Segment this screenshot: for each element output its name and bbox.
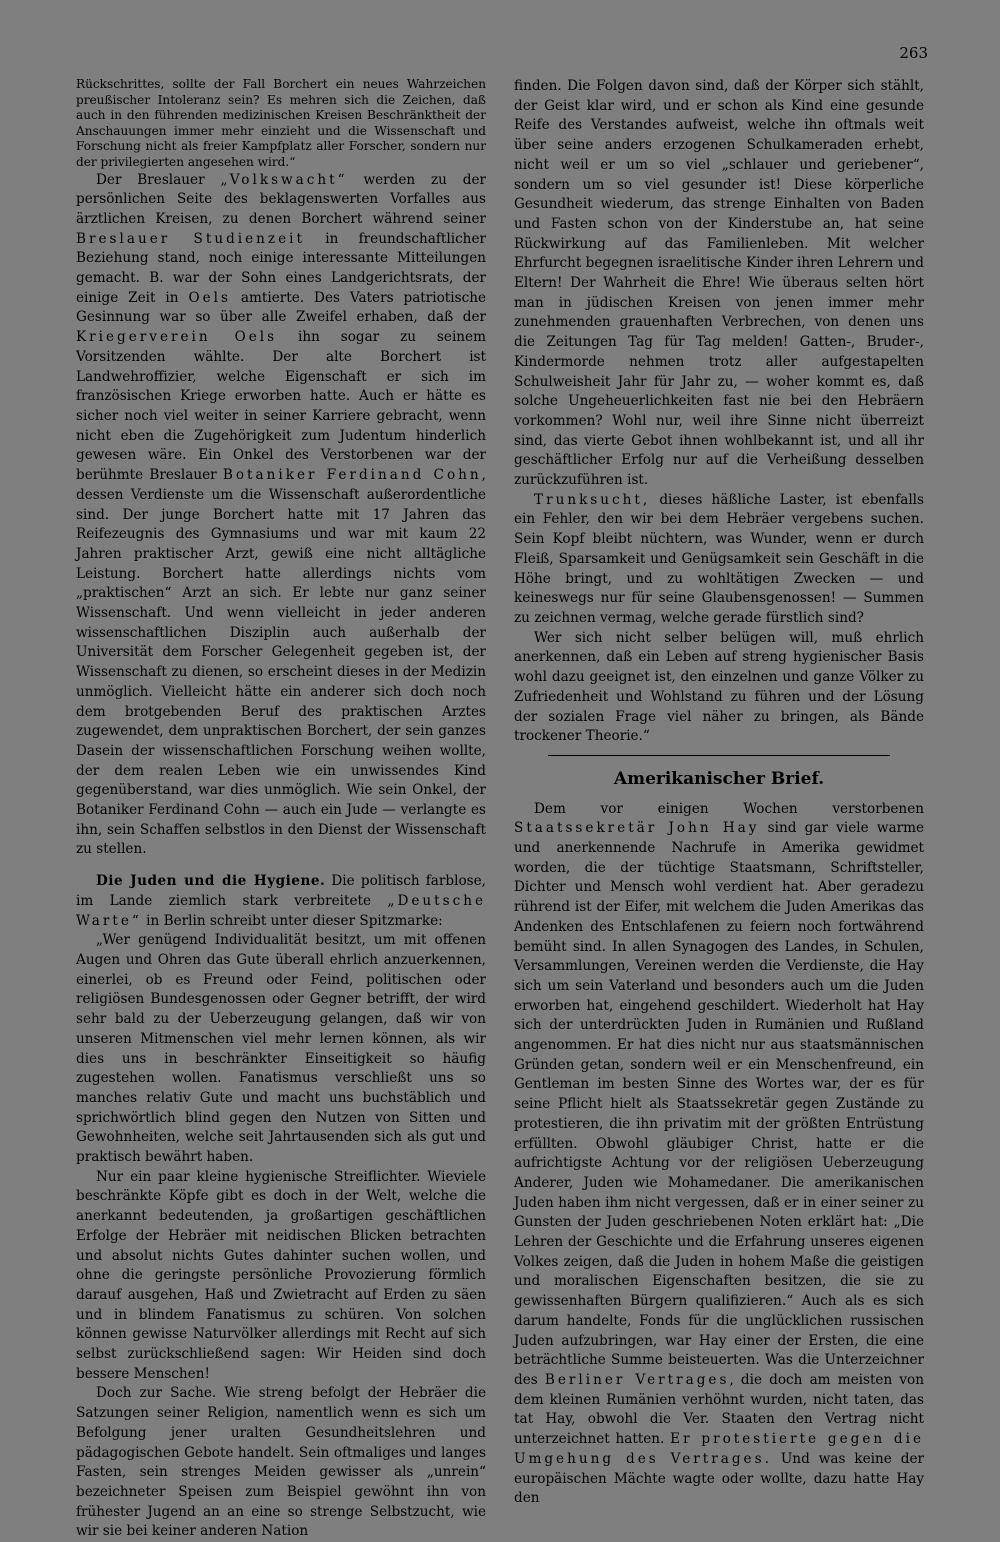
paragraph [514,491,924,629]
text-run: werden zu der persönlichen Seite des beklagenswerten Vorfalles aus ärztlichen Kreisen, zu denen Borchert während seiner [76,171,487,227]
section-divider [548,755,890,756]
spaced-text: Berliner Vertrages [544,1372,730,1388]
paragraph: Rückschrittes, sollte der Fall Borchert ein neues Wahrzeichen preußischer Intoleranz sein? Es mehren sich die Zeichen, daß auch in den führenden medizinischen Kreisen Beschränktheit der Anschauungen immer mehr einzieht und die Wissenschaft und Forschung nicht als freier Kampfplatz aller Forscher, sondern nur der privilegierten angesehen wird.“ [76,77,486,169]
spaced-text: Trunksucht, [534,491,651,508]
spaced-text: Oels [188,289,231,306]
paragraph: Nur ein paar kleine hygienische Streiflichter. Wieviele beschränkte Köpfe gibt es doch in der Welt, welche die anerkannt bedeutenden, ja großartigen geschäftlichen Erfolge der Hebräer mit neidischen Blicken betrachten und absolut nichts Gutes dahinter suchen wollen, und ohne die geringste persönliche Provozierung förmlich darauf ausgehen, Haß und Zwietracht auf Erden zu säen und in blindem Fanatismus zu schüren. Von solchen können gewisse Naturvölker allerdings mit Recht auf sich selbst zurückschließend sagen: Wir Heiden sind doch bessere Menschen! [76,1168,486,1382]
paragraph: Wer sich nicht selber belügen will, muß ehrlich anerkennen, daß ein Leben auf streng hygienischer Basis wohl dazu geeignet ist, den einzelnen und ganze Völker zu Zufriedenheit und Wohlstand zu führen und der Lösung der sozialen Frage viel näher zu bringen, als Bände trockener Theorie.“ [514,629,924,745]
page-number: 263 [899,44,928,62]
text-run: , die doch am meisten von dem kleinen Rumänien verhöhnt wurden, nicht taten, das tat Hay, obwohl die Ver. Staaten den Vertrag nicht unterzeichnet hatten. [514,1372,924,1448]
text-run: sind gar viele warme und anerkennende Nachrufe in Amerika gewidmet worden, die der tüchtige Staatsmann, Schriftsteller, Dichter und Mensch wohl verdient hat. Aber geradezu rührend ist der Eifer, mit welchem die Juden Amerikas das Andenken des Entschlafenen zu feiern noch fortwährend bemüht sind. In allen Synagogen des Landes, in Schulen, Versammlungen, Vereinen werden die Verdienste, die Hay sich um sein Vaterland und besonders auch um die Juden erworben hat, eingehend geschildert. Wiederholt hat Hay sich der unterdrückten Juden in Rumänien und Rußland angenommen. Er hat dies nicht nur aus staatsmännischen Gründen getan, sondern weil er ein Menschenfreund, ein Gentleman im besten Sinne des Wortes war, der es für seine Pflicht hielt als Staatssekretär gegen Zustände zu protestieren, die ihn privatim mit der größten Entrüstung erfüllten. Obwohl gläubiger Christ, hatte er die aufrichtigste Achtung vor der religiösen Ueberzeugung Anderer, Juden wie Mohamedaner. Die amerikanischen Juden haben ihm nicht vergessen, daß er in einer seiner zu Gunsten der Juden geschriebenen Noten erklärt hat: „Die Lehren der Geschichte und die Erfahrung unseres eigenen Volkes zeigen, daß die Juden in hohem Maße die geistigen und moralischen Eigenschaften besitzen, die sie zu gewissenhaften Bürgern qualifizieren.“ Auch als es sich darum handelte, Fonds für die unglücklichen russischen Juden aufzubringen, war Hay einer der Ersten, die eine beträchtliche Summe beisteuerten. Was die Unterzeichner des [514,820,925,1388]
paragraph [76,171,486,861]
section-title: Amerikanischer Brief. [613,768,825,789]
left-column [76,77,486,1542]
spaced-text: „Deutsche Warte“ [76,892,486,929]
text-run: amtierte. Des Vaters patriotische Gesinnung war so über alle Zweifel erhaben, daß der [76,289,486,326]
text-run: Der Breslauer [96,171,221,188]
spaced-text: Botaniker Ferdinand Cohn [222,467,482,484]
paragraph: finden. Die Folgen davon sind, daß der Körper sich stählt, der Geist klar wird, und er schon als Kind eine gesunde Reife des Verstandes aufweist, welche ihn oftmals weit über seine anders erzogenen Schulkameraden erhebt, nicht weil er um so viel „schlauer und geriebener“, sondern um so viel gesunder ist! Diese körperliche Gesundheit wiederum, das strenge Einhalten von Baden und Fasten schon von der Kinderstube an, hat seine Rückwirkung auf das Familienleben. Mit welcher Ehrfurcht begegnen israelitische Kinder ihren Lehrern und Eltern! Der Wahrheit die Ehre! Wie überaus selten hört man in jüdischen Kreisen von jenen immer mehr zunehmenden grauenhaften Verbrechen, von denen uns die Zeitungen Tag für Tag melden! Gatten-, Bruder-, Kindermorde nehmen trotz aller aufgestapelten Schulweisheit Jahr für Jahr zu, — woher kommt es, daß solche Ungeheuerlichkeiten fast nie bei den Hebräern vorkommen? Wohl nur, weil ihre Sinne nicht überreizt sind, das vierte Gebot ihnen wohlbekannt ist, und all ihr geschäftlicher Erfolg nur auf die Verheißung desselben zurückzuführen ist. [514,78,924,489]
paragraph: „Wer genügend Individualität besitzt, um mit offenen Augen und Ohren das Gute überall ehrlich anzuerkennen, einerlei, ob es Freund oder Feind, politischen oder religiösen Bundesgenossen oder Gegner betrifft, der wird sehr bald zu der Ueberzeugung gelangen, daß wir von unseren Mitmenschen viel mehr lernen können, als wir dies uns in beschränkter Einseitigkeit so häufig zugestehen wollen. Fanatismus verschließt uns so manches relativ Gute und macht uns buchstäblich und sprichwörtlich blind gegen den Nutzen von Sitten und Gewohnheiten, welche seit Jahrtausenden sich als gut und praktisch bewährt haben. [76,932,486,1166]
text-run: dieses häßliche Laster, ist ebenfalls ein Fehler, den wir bei dem Hebräer vergebens suchen. Sein Kopf bleibt nüchtern, was Wunder, wenn er durch Fleiß, Sparsamkeit und Genügsamkeit sein Geschäft in die Höhe bringt, und zu wohltätigen Zwecken — und keineswegs nur für seine Glaubensgenossen! — Summen zu zeichnen vermag, welche gerade fürstlich sind? [514,491,924,626]
spaced-text: Breslauer Studienzeit [76,230,305,247]
spaced-text: Kriegerverein Oels [76,329,278,346]
article-heading: Die Juden und die Hygiene. [96,873,326,890]
text-run: Dem vor einigen Wochen verstorbenen [534,800,924,817]
spaced-text: Er protestierte gegen die Umgehung des Vertrages. [514,1431,924,1467]
text-run: , dessen Verdienste um die Wissenschaft außerordentliche sind. Der junge Borchert hatte mit 17 Jahren das Reifezeugnis des Gymnasiums und war mit kaum 22 Jahren praktischer Arzt, gewiß eine nicht alltägliche Leistung. Borchert hatte allerdings nichts vom „praktischen“ Arzt an sich. Er lebte nur ganz seiner Wissenschaft. Und wenn vielleicht in jeder anderen wissenschaftlichen Disziplin auch außerhalb der Universität dem Forscher Gelegenheit gegeben ist, der Wissenschaft zu dienen, so erscheint dieses in der Medizin unmöglich. Vielleicht hätte ein anderer sich doch noch dem brotgebenden Beruf des praktischen Arztes zugewendet, dem unpraktischen Borchert, der sein ganzes Dasein der wissenschaftlichen Forschung weihen wollte, der dem realen Leben wie ein unwissendes Kind gegenüberstand, war dies unmöglich. Wie sein Onkel, der Botaniker Ferdinand Cohn — auch ein Jude — verlangte es ihn, sein Schaffen selbstlos in den Dienst der Wissenschaft zu stellen. [76,467,486,858]
paragraph: Doch zur Sache. Wie streng befolgt der Hebräer die Satzungen seiner Religion, namentlich wenn es sich um Befolgung jener uralten Gesundheitslehren und pädagogischen Gebote handelt. Sein oftmaliges und langes Fasten, sein strenges Meiden gewisser als „unrein“ bezeichneter Speisen zum Beispiel gewöhnt ihn von frühester Jugend an an eine so strenge Selbstzucht, wie wir sie bei keiner anderen Nation [76,1385,486,1540]
right-column [514,77,924,1509]
text-run: in freundschaftlicher Beziehung stand, noch einige interessante Mitteilungen gemacht. B. war der Sohn eines Landgerichtsrats, der einige Zeit in [76,230,486,306]
spaced-text: „Volkswacht“ [220,171,348,188]
paragraph [514,800,924,1509]
paragraph [76,872,486,931]
text-run: Und was keine der europäischen Mächte wagte oder wollte, dazu hatte Hay den [514,1450,924,1507]
text-run: ihn sogar zu seinem Vorsitzenden wählte. Der alte Borchert ist Landwehroffizier, welche Eigenschaft er sich im französischen Kriege erworben hatte. Auch er hätte es sicher noch viel weiter in seiner Karriere gebracht, wenn nicht eben die Zugehörigkeit zum Judentum hinderlich gewesen wäre. Ein Onkel des Verstorbenen war der berühmte Breslauer [76,329,486,484]
text-run: Die politisch farblose, im Lande ziemlich stark verbreitete [76,873,486,909]
text-run: in Berlin schreibt unter dieser Spitzmarke: [141,912,443,929]
spaced-text: Staatssekretär John Hay [514,820,760,837]
